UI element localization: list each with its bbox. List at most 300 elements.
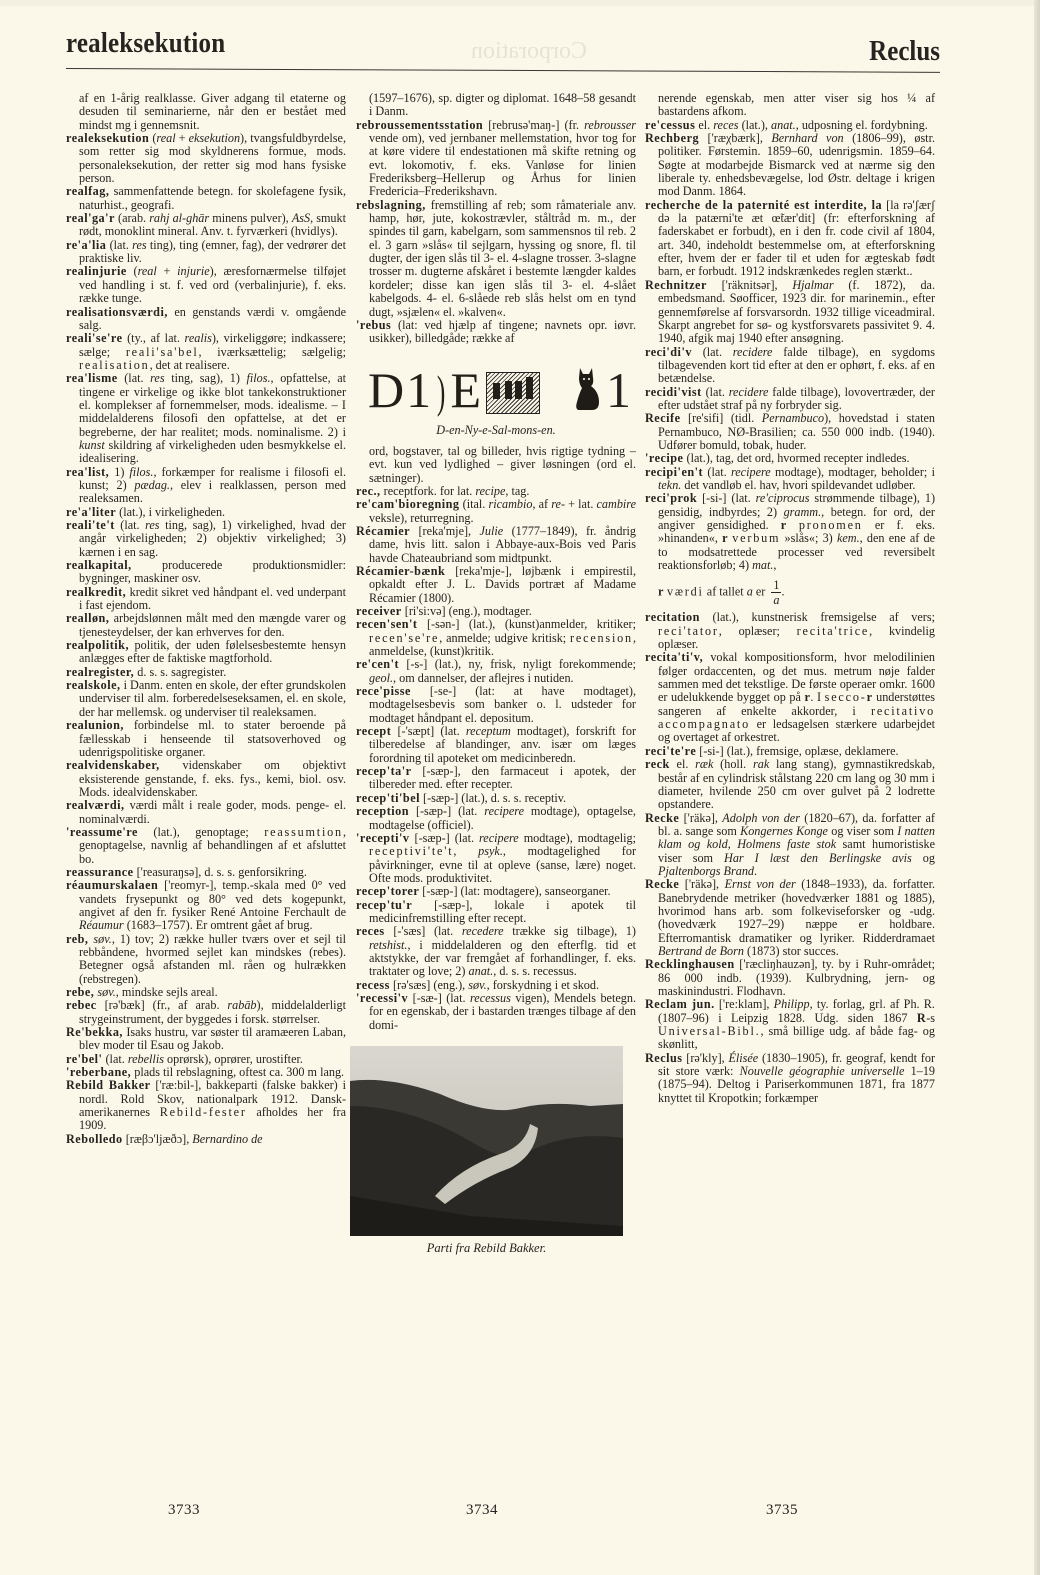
headword: realkapital, [66,558,132,573]
dictionary-entry [66,1053,346,1066]
entry-text: , om dannelser, der aflejres i nutiden. [393,670,574,685]
entry-text: af tallet [703,584,747,599]
entry-text: arbejdslønnen målt med den mængde varer og tjenesteydelser, der kan erhverves for den. [79,611,346,639]
headword: Rechberg [645,131,700,146]
spaced-subentry: reci'tator [658,623,719,638]
entry-text: politik, der uden følelsesbestemte hensyn anlægges efter de faktiske magtforhold. [79,638,346,666]
italic-text: Bernhard von [771,131,844,146]
italic-text: cambire [596,497,636,512]
entry-text: + [175,131,189,146]
italic-text: filos. [246,371,271,386]
headword: 'rebus [356,317,392,332]
italic-text: real [137,264,157,279]
italic-text: recipere [730,464,771,479]
entry-text: , anmelde; udgive kritisk; [439,630,571,645]
entry-text: + [156,264,178,279]
entry-text: (lat.), genoptage; [137,824,265,839]
dictionary-entry [356,885,636,898]
headword: 'recipe [645,451,684,466]
entry-text: (ty., af lat. [122,331,185,346]
entry-text: [-sən-] (lat.), (kunst)anmelder, kritiker; [417,617,636,632]
page-number-middle: 3734 [466,1502,498,1518]
italic-text: søv. [468,977,487,992]
entry-text: (lat. [691,344,733,359]
dictionary-entry [66,999,346,1026]
headword: reb, [66,931,89,946]
italic-text: kem. [836,531,860,546]
entry-text: ting), ting (emner, fag), der vedrører det praktiske liv. [79,237,346,266]
dictionary-entry [66,1066,346,1079]
entry-text: vende om), ved jernbaner mellemstation, hvor tog for at køre videre til endestationen må skifte retning og evt. lokomotiv, f. eks. Vanløse for linien Frederiksberg–Hellerup og Århus for linien Fredericia–Frederikshavn. [369,131,636,199]
entry-text: er [752,584,769,599]
headword: recitation [645,610,700,625]
entry-text: (1830–1905), fr. geograf, kendt for sit store værk: [658,1050,935,1079]
dictionary-entry [66,132,346,185]
header-bleedthrough-text: Corporation [471,38,587,64]
dictionary-entry [356,525,636,565]
dictionary-entry [66,866,346,879]
dictionary-entry [356,319,636,346]
spaced-subentry: pronomen [798,518,863,532]
entry-text: , 1) tov; 2) række huller tværs over et sejl til rebbåndene, hvormed sejlet kan mindskes (rebes). Betegner også afstanden ml. råen og hulrækken (rebstregen). [79,931,347,986]
entry-text: veksle), returregning. [369,510,474,525]
entry-text: understøttes sangeren af enkelte akkorder, i [658,690,936,718]
dictionary-entry [66,372,346,465]
entry-text: , [773,558,777,573]
headword: r [722,531,729,546]
column-3 [645,92,935,1105]
entry-text: 1–19 (1875–94). Deltog i Pariserkommunen 1871, fra 1877 knyttet til Kropotkin; forkæmper [658,1064,936,1105]
entry-text: »slås«; 3) [780,531,837,546]
cat-icon [574,366,600,410]
dictionary-entry [645,758,935,811]
entry-text: [-sæp-], lokale i apotek til medicinfremstilling efter recept. [369,897,636,925]
entry-text: (ital. [459,497,489,512]
entry-text: kredit sikret ved håndpant el. ved underpant i fast ejendom. [79,584,346,613]
italic-text: rebrousser [584,117,636,132]
italic-text: mat. [752,558,774,573]
entry-text: (lat. [117,371,151,386]
spaced-subentry: recita'trice [796,623,870,638]
landscape-photo [350,1046,623,1236]
entry-text: [-s-] (lat.), ny, frisk, nyligt forekommende; [399,657,636,672]
entry-text: ), hovedstad i staten Pernambuco, NØ-Brasilien; ca. 550 000 indb. (1940). Udfører bomuld, tobak, huder. [658,411,935,452]
headword: recherche de la paternité est interdite, la [645,197,883,212]
headword: recidi'vist [645,384,702,399]
italic-text: ræk [695,757,714,772]
entry-text: ['räkə], [679,810,723,825]
entry-text: ['ræcliŋhauzən], ty. by i Ruhr-området; 86 000 indb. (1939). Kulbrydning, jern- og maskinindustri. Flodhavn. [658,957,935,998]
entry-text: af en 1-årig realklasse. Giver adgang til etaterne og desuden til seminarierne, når den er bestået med mindst mg i gennemsnit. [79,91,346,132]
italic-text: Kongernes Konge [740,823,828,838]
dictionary-entry [66,506,346,519]
entry-text: værdi målt i reale goder, mods. penge- el. nominalværdi. [79,798,346,826]
entry-text: (lat. [114,518,146,532]
entry-text: er ledsagelsen stærkere udarbejdet og overtaget af orkestret. [658,717,935,745]
entry-text: (lat. [102,1051,128,1066]
headword: Recke [645,877,680,892]
headword: rebslagning, [356,197,426,212]
entry-text: videnskaber om objektivt eksisterende genstande, f. eks. fys., kemi, biol. osv. Mods. idealvidenskaber. [79,758,346,799]
entry-text: ord, bogstaver, tal og billeder, hvis rigtige tydning – evt. kun ved lydlighed – giver løsningen (ord el. sætninger). [369,443,636,485]
headword: recep'ti'bel [356,790,420,805]
entry-text: (arab. [114,211,150,226]
italic-text: Hjalmar [792,277,834,292]
headword: Récamier-bænk [356,563,446,578]
dictionary-entry [66,466,346,506]
italic-text: Har I læst den Berlingske avis [724,850,912,865]
italic-text: kunst [79,437,105,452]
italic-text: Ernst von der [724,877,796,892]
italic-text: tekn. [658,477,682,492]
italic-text: a [746,584,753,599]
headword: 'recessi'v [356,990,409,1005]
headword: rea'lisme [66,371,118,386]
italic-text: injurie [177,264,210,279]
entry-text: er f. eks. »hinanden«, [658,518,935,546]
rebus-illustration [356,362,636,418]
dictionary-entry [356,605,636,618]
entry-text: [reka'mje], [410,523,480,538]
entry-text: trække sig tilbage), 1) [503,924,636,939]
entry-text: [rə'kly], [682,1050,729,1065]
dictionary-entry [66,1133,346,1146]
dictionary-entry [66,239,346,266]
headword: reces [356,924,385,939]
entry-text: [re'sifi] (tidl. [680,411,762,426]
italic-text: rak [752,757,770,772]
entry-text: modtage), optagelse, modtagelse (officiel). [369,804,636,832]
headword: recep'ta'r [356,764,412,779]
entry-text: (1820–67), da. forfatter af bl. a. sange som [658,810,935,838]
entry-text: (1873) stor succes. [743,943,839,958]
headword: rebe, [66,985,95,1000]
italic-text: eksekution [188,131,241,146]
entry-text: strømmende tilbage), 1) gensidig, indbyrdes; 2) [658,491,935,519]
headword: Reclam jun. [645,997,715,1012]
column-1 [66,92,346,1146]
page-number-left: 3733 [168,1502,200,1518]
headword: realeksekution [66,131,150,146]
dictionary-entry [645,878,935,958]
entry-text: [ræβɔ'ljæðɔ], [122,1131,193,1146]
headword: re'cen't [356,657,400,672]
entry-text: fremstilling af reb; som råmateriale anv. hamp, hør, jute, kokostrævler, ståltråd m. m., der spindes til garn, kabelgarn, som sammensnos til reb. 2 el. 3 garn »slås« til sejlgarn, hyssing og snore, fl. til dugter, der igen slås til 3- el. 4-slagne trosser. 3-slagne trosser m. dugterne afskåret i bestemte længder kaldes kordeler; disse kan igen slås til 3- el. 4-slået kabelgods. 4- el. 6-slåede reb slås helst om en tynd dugt, »sjælen« el. »kalven«. [369,197,636,319]
rebus-text-1: 1 [606,361,631,418]
entry-text: oprørsk), oprører, urostifter. [163,1051,303,1066]
entry-text: , den ene af de to modsatrettede processer ved reversibelt reaktionsforløb; 4) [658,531,935,573]
entry-text: , det at realisere. [149,357,230,372]
headword: 'reassume're [66,824,138,839]
entry-text: , [453,844,479,859]
entry-continuation [356,92,636,119]
spaced-subentry: receptivi'te't [369,844,454,859]
italic-text: retshist. [369,937,408,952]
entry-text: , genoptagelse, navnlig af behandlingen af et afsluttet bo. [79,824,346,866]
entry-text: , iværksættelig; sælgelig; [198,344,346,359]
italic-text: real [156,131,176,146]
dictionary-entry [66,799,346,826]
entry-text: (lat.), [738,117,772,132]
entry-text: ['ræ:bil-], bakkeparti (falske bakker) i nordl. Rold Skov, nationalpark 1912. Dansk-amerikanernes [79,1078,346,1120]
headword: receiver [356,604,402,618]
dictionary-entry [645,1052,935,1105]
headword: 'reberbane, [66,1065,132,1080]
dictionary-entry [356,765,636,792]
entry-text: (1683–1757). Er omtrent gået af brug. [123,918,313,933]
italic-text: I natten klam og kold, Holmens faste stok [658,823,935,852]
entry-text: ['räkə], [679,877,725,892]
entry-text: [rebrusə'maŋ-] (fr. [483,117,585,132]
entry-text: modtaget), forskrift for tilberedelse af blandinger, anv. især om læges forordning til apoteket om medicinberedn. [369,724,637,765]
entry-text: sammenfattende betegn. for skolefagene fysik, naturhist., geografi. [79,184,346,212]
headword: re'cam'bioregning [356,497,460,512]
dictionary-entry [356,925,636,978]
entry-text: minens pulver), [209,211,292,226]
headword: recita'ti'v, [645,650,704,665]
headword: Recke [645,810,680,825]
headword: realkredit, [66,584,127,599]
entry-text: plads til rebslagning, oftest ca. 300 m lang. [131,1065,345,1080]
headword: recep'torer [356,884,420,899]
entry-text: (holl. [713,757,753,772]
headword: reali'te't [66,518,115,532]
dictionary-entry [645,745,935,758]
entry-text: [-sæp-] (lat.), d. s. s. receptiv. [420,790,567,805]
italic-text: recipere [484,804,524,819]
headword: r [866,690,873,705]
italic-text: rahj al-ghār [149,211,210,226]
entry-text: [-si-] (lat. [697,491,756,506]
headword: rece'pisse [356,684,411,699]
dictionary-entry [356,685,636,725]
entry-list [645,92,935,1105]
dictionary-entry [645,279,935,346]
moon-icon: ) [437,365,447,417]
dictionary-entry [66,612,346,639]
entry-text: ), virkeliggøre; indkassere; sælge; [79,331,346,359]
dictionary-entry [66,879,346,932]
dictionary-entry [66,986,346,999]
italic-text: recipe [475,483,506,498]
dictionary-entry [356,899,636,926]
entry-text: ['reasuraŋsə], d. s. s. genforsikring. [133,864,307,879]
entry-text: (1806–99), østr. politiker. Førstemin. 1859–60, udenrigsmin. 1859–64. Søgte at modarbejde Bismarck ved at nærme sig den liberale ty. enhedsbevægelse, lod Østr. deltage i krigen mod Danm. 1864. [658,131,936,199]
entry-text: , af [532,497,552,512]
rebus-caption: D-en-Ny-e-Sal-mons-en. [436,422,556,437]
dictionary-entry [66,1079,346,1132]
headword: rebec [66,998,97,1013]
entry-text: , opfattelse, at tingene er virkelige og ikke blot tankekonstruktioner el. komplekser af fornemmelser, mods. idealisme. – I middelalderens filosofi den opfattelse, at det er begreberne, der har realitet; mods. nominalisme. 2) i [79,371,347,439]
entry-text: afholdes her fra 1909. [79,1105,346,1133]
entry-continuation [645,92,935,119]
spaced-subentry: recitativo accompagnato [658,703,935,732]
headword: r [658,584,664,599]
entry-text: . [754,863,758,878]
entry-text: [ri'si:və] (eng.), modtager. [401,604,532,618]
dictionary-entry [645,386,935,413]
italic-text: Adolph von der [722,810,800,825]
spaced-subentry: realisation [79,357,150,372]
dictionary-entry [645,452,935,465]
italic-text: rabāb [227,998,257,1013]
italic-text: anat. [468,964,494,979]
entry-text: , smukt rødt, monoklint mineral. Anv. t. fyrværkeri (hvidlys). [79,211,347,239]
dictionary-entry [66,666,346,679]
entry-text: , oplæser; [718,623,797,638]
dictionary-entry [356,498,636,525]
entry-text: , små billige udg. af både fag- og skønlitt, [658,1024,935,1052]
entry-continuation [356,445,636,485]
dictionary-entry [356,119,636,199]
italic-text: recidere [728,384,769,399]
spaced-subentry: verbum [732,531,781,546]
italic-text: Bernardino de [192,1131,263,1146]
entry-text: ['ræχbærk], [699,131,772,146]
headword: rebroussementsstation [356,117,484,132]
headword: Reclus [645,1050,683,1065]
entry-text: falde tilbage), en sygdoms tilbagevenden kort tid efter at den er ophørt, f. eks. af en betændelse. [658,344,935,386]
entry-text: forbindelse ml. to stater beroende på fællesskab i henseende til statsoverhoved og udenrigspolitiske organer. [79,718,346,759]
entry-text: [-'sæs] (lat. [384,924,462,939]
italic-text: recedere [461,924,504,939]
headword: Rechnitzer [645,277,707,292]
italic-text: Pernambuco [761,411,825,426]
headword: recep'tu'r [356,897,413,912]
entry-text: , udposning el. fordybning. [795,117,928,132]
headword: re'cessus [645,117,696,132]
entry-text: (lat.), tag, det ord, hvormed recepter indledes. [683,451,910,466]
dictionary-entry [356,832,636,885]
headword: realisationsværdi, [66,304,168,319]
entry-text: [-sæp-] (lat: modtagere), sanseorganer. [419,884,611,899]
entry-text: (lat. [703,464,731,479]
headword: Rebild Bakker [66,1078,151,1093]
headword: réaumurskalaen [66,878,159,893]
headword: reci'di'v [645,344,692,359]
italic-text: recipere [479,830,519,845]
headword: reci'te're [645,743,697,758]
entry-list [66,92,346,1146]
entry-text: [-si-] (lat.), fremsige, oplæse, deklamere. [696,743,899,758]
entry-text: vokal kompositionsform, hvor melodilinien følger ordaccenten, og det mus. metrum nøje falder sammen med det tekstlige. De første operaer omkr. 1600 er udelukkende bygget op på [658,650,935,705]
headword: Recklinghausen [645,957,735,972]
entry-text: [-'sæpt] (lat. [391,724,466,739]
headword: reassurance [66,864,134,879]
italic-text: Philipp [773,997,810,1012]
dictionary-entry [356,725,636,765]
entry-list [356,445,636,1032]
spaced-subentry: Rebild-fester [159,1105,247,1120]
headword: Recife [645,411,681,426]
dictionary-entry [356,485,636,498]
dictionary-entry [645,651,935,744]
headword: re'bel' [66,1051,103,1066]
dictionary-entry [66,639,346,666]
dictionary-entry [66,519,346,559]
headword: r [804,690,811,705]
entry-text: og [911,850,935,865]
dictionary-entry [356,979,636,992]
dictionary-entry [645,998,935,1051]
entry-text: , anmeldelse, (kunst)kritik. [369,630,636,659]
entry-text: , elev i realklassen, person med realeksamen. [79,477,346,506]
headword: realinjurie [66,264,127,279]
dictionary-entry [66,586,346,613]
dictionary-entry [66,933,346,986]
page-edge-shadow [1034,0,1040,1575]
entry-text: , tag. [505,483,530,498]
entry-text: modtage), modtager, beholder; i [770,464,935,479]
entry-text: -s [926,1010,935,1025]
entry-text: , i middelalderen og den efterflg. tid et aktstykke, der var fremgået af forhandlinger, f. eks. traktater og love; 2) [369,937,636,979]
italic-text: filos. [129,464,154,479]
headword: reali'se're [66,331,123,346]
headword: realpolitik, [66,638,129,653]
headword: recess [356,977,390,992]
dictionary-entry [645,199,935,279]
entry-text: Isaks hustru, var søster til aramæeren Laban, blev moder til Esau og Jakob. [79,1025,346,1053]
italic-text: Élisée [728,1050,759,1065]
entry-text: vigen), Mendels betegn. for en egenskab, der i bastarden trænges tilbage af den domi- [369,990,636,1032]
dictionary-entry [66,212,346,239]
italic-text: AsS [291,211,311,226]
spaced-subentry: secco- [824,690,867,705]
entry-continuation [66,92,346,132]
dictionary-entry [66,185,346,212]
italic-text: Nouvelle géographie universelle [739,1064,905,1079]
dictionary-entry [356,805,636,832]
entry-text: nerende egenskab, men atter viser sig hos ¼ af bastardens afkom. [658,91,935,119]
entry-text: ( [126,264,138,279]
italic-text: re- [551,497,566,512]
dictionary-entry: r værdi af tallet a er $\frac{1}{a}$ . [658,578,785,608]
entry-text: , ty. forlag, grl. af Ph. R. (1807–96) i Leipzig 1828. Udg. siden 1867 [658,997,935,1025]
rebus-text-e: E [450,361,483,418]
headword: reck [645,757,670,772]
entry-text: [-sæp-] (lat. [409,830,479,845]
dictionary-entry [356,992,636,1032]
entry-text: og viser som [827,823,898,838]
italic-text: Bertrand de Born [658,943,744,958]
entry-text: [rə'bæk] (fr., af arab. [96,998,228,1013]
rebus-text-d1: D1 [368,361,434,418]
entry-text: [rə'sæs] (eng.), [389,977,469,992]
italic-text: re'ciprocus [755,491,810,506]
entry-text: falde tilbage), lovovertræder, der efter udstået straf på ny forbryder sig. [658,384,935,412]
entry-text: ting, sag), 1) virkelighed, hvad der angår virkeligheden; 2) objektiv virkelighed; 3) kærnen i en sag. [79,518,346,559]
entry-text: lang stang), gymnastikredskab, består af en cylindrisk stålstang 220 cm lang og 30 mm i diameter, hvilende 250 cm over gulvet på 2 lodrette opstandere. [658,757,936,812]
headword: Récamier [356,523,411,538]
entry-text: ( [149,131,157,146]
dictionary-entry [66,332,346,372]
headword: realværdi, [66,798,125,813]
italic-text: res [132,237,147,252]
entry-text: (lat.), kunstnerisk fremsigelse af vers; [699,610,935,625]
entry-text: ['re:klam], [714,997,774,1012]
italic-text: rebellis [127,1051,164,1066]
italic-text: geol. [369,670,394,685]
spaced-subentry: recen'se're [369,630,440,645]
entry-text: [-sæp-], den farmaceut i apotek, der tilbereder med. efter recepter. [369,764,636,792]
header-last-headword: Reclus [869,35,940,67]
dictionary-entry [356,792,636,805]
entry-text: [la rə'ʃærʃ də la patærni'te æt œ̃tær'dit] (fr: efterforskning af faderskabet er forbudt), en i den fr. code civil af 1804, art. 340, indeholdt bestemmelse om, at efterforskning efter, hvem der er fader til et uden for ægteskab født barn, er forbudt. 1912 indskrænkedes reglen stærkt.. [658,197,935,279]
headword: realregister, [66,664,135,679]
dictionary-entry [356,618,636,658]
dictionary-entry [645,611,935,651]
dictionary-entry [356,565,636,605]
